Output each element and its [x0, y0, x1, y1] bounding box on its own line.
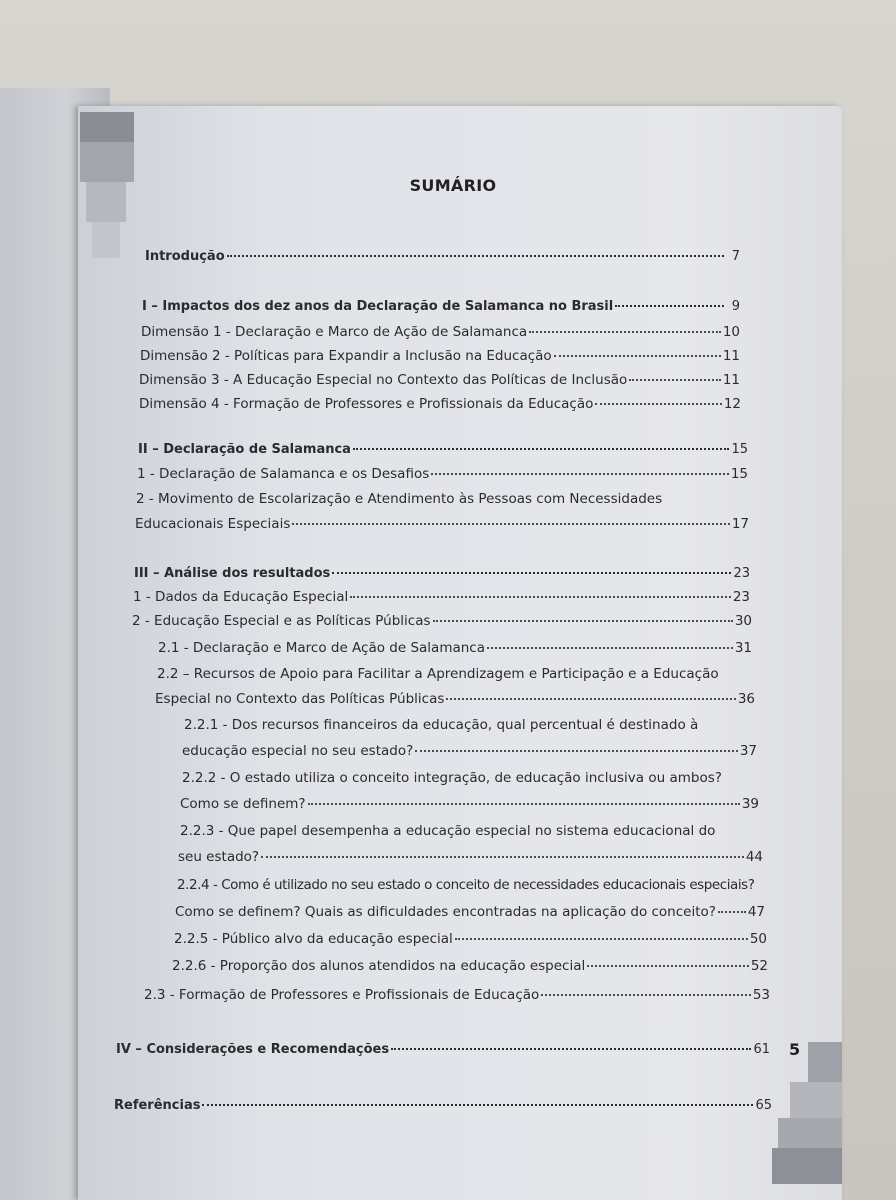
dot-leader [455, 938, 748, 940]
toc-entry-2-2-3-line1: 2.2.3 - Que papel desempenha a educação especial no sistema educacional do [180, 823, 716, 839]
toc-entry-2-2-1 [182, 742, 757, 760]
page-number: 5 [789, 1040, 801, 1059]
toc-entry-page: 10 [722, 324, 740, 340]
toc-entry-page: 31 [734, 640, 752, 656]
dot-leader [541, 994, 751, 996]
toc-entry-page: 52 [750, 958, 768, 974]
dot-leader [615, 305, 724, 307]
toc-entry-label: Como se definem? [180, 796, 306, 812]
toc-entry-2-2-4-line1: 2.2.4 - Como é utilizado no seu estado o conceito de necessidades educacionais especiais? [177, 877, 755, 893]
toc-entry-label: Especial no Contexto das Políticas Públicas [155, 691, 445, 707]
dot-leader [718, 911, 746, 913]
toc-entry-referencias [114, 1097, 772, 1115]
toc-entry-label: educação especial no seu estado? [182, 743, 414, 759]
toc-entry-label: 1 - Declaração de Salamanca e os Desafios [137, 466, 430, 482]
toc-entry-page: 50 [749, 931, 767, 947]
toc-entry-label: 2 - Educação Especial e as Políticas Públicas [132, 613, 431, 629]
toc-entry-label: II – Declaração de Salamanca [138, 442, 351, 457]
toc-entry-page: 23 [733, 566, 750, 581]
dot-leader [308, 803, 740, 805]
toc-entry-label: I – Impactos dos dez anos da Declaração de Salamanca no Brasil [142, 299, 614, 314]
toc-entry-page: 65 [755, 1098, 772, 1113]
toc-entry-label: 1 - Dados da Educação Especial [133, 589, 349, 605]
toc-entry-label: III – Análise dos resultados [134, 566, 331, 581]
toc-entry-2-2-5 [174, 930, 767, 948]
toc-entry-page: 17 [731, 516, 749, 532]
toc-entry-page: 11 [722, 348, 740, 364]
toc-entry-label: 2.3 - Formação de Professores e Profissionais de Educação [144, 987, 540, 1003]
toc-entry-2-2 [135, 515, 749, 533]
dot-leader [433, 620, 733, 622]
dot-leader [629, 379, 721, 381]
toc-entry-2-2-6 [172, 957, 768, 975]
dot-leader [227, 255, 724, 257]
toc-entry-2-2-2 [180, 795, 759, 813]
toc-entry-dimensao-4 [139, 395, 741, 413]
toc-entry-3-1 [133, 588, 750, 606]
toc-entry-page: 11 [722, 372, 740, 388]
page-title: SUMÁRIO [409, 176, 497, 195]
toc-entry-dimensao-1 [141, 323, 740, 341]
dot-leader [446, 698, 735, 700]
toc-entry-introducao [145, 248, 740, 266]
toc-entry-label: IV – Considerações e Recomendações [116, 1042, 390, 1057]
toc-entry-label: Educacionais Especiais [135, 516, 291, 532]
toc-entry-dimensao-2 [140, 347, 740, 365]
dot-leader [554, 355, 721, 357]
toc-entry-3-2-2-line1: 2.2 – Recursos de Apoio para Facilitar a Aprendizagem e Participação e a Educação [157, 666, 719, 682]
toc-entry-page: 47 [747, 904, 765, 920]
toc-entry-page: 15 [730, 466, 748, 482]
dot-leader [529, 331, 721, 333]
toc-entry-3-2 [132, 612, 752, 630]
toc-entry-page: 39 [741, 796, 759, 812]
dot-leader [595, 403, 721, 405]
toc-section-4 [116, 1041, 770, 1059]
toc-entry-page: 36 [737, 691, 755, 707]
toc-entry-3-2-1 [158, 639, 752, 657]
toc-entry-label: Dimensão 3 - A Educação Especial no Contexto das Políticas de Inclusão [139, 372, 628, 388]
dot-leader [202, 1104, 753, 1106]
toc-entry-label: 2.2.6 - Proporção dos alunos atendidos na educação especial [172, 958, 586, 974]
toc-entry-2-3 [144, 986, 770, 1004]
toc-entry-page: 7 [731, 249, 740, 264]
toc-entry-3-2-2 [155, 690, 755, 708]
dot-leader [415, 750, 738, 752]
toc-entry-dimensao-3 [139, 371, 740, 389]
toc-entry-label: Introdução [145, 249, 225, 264]
dot-leader [261, 856, 744, 858]
dot-leader [350, 596, 731, 598]
dot-leader [353, 448, 730, 450]
toc-section-1 [142, 298, 740, 316]
toc-entry-2-2-3 [178, 848, 763, 866]
toc-entry-label: 2.2.5 - Público alvo da educação especial [174, 931, 453, 947]
toc-entry-label: Referências [114, 1098, 201, 1113]
dot-leader [391, 1048, 751, 1050]
toc-entry-page: 23 [732, 589, 750, 605]
toc-entry-2-2-1-line1: 2.2.1 - Dos recursos financeiros da educação, qual percentual é destinado à [184, 717, 699, 733]
toc-entry-page: 37 [739, 743, 757, 759]
toc-entry-page: 30 [734, 613, 752, 629]
toc-entry-2-2-2-line1: 2.2.2 - O estado utiliza o conceito integração, de educação inclusiva ou ambos? [182, 770, 722, 786]
toc-entry-page: 15 [731, 442, 748, 457]
toc-entry-page: 12 [723, 396, 741, 412]
toc-entry-2-1 [137, 465, 748, 483]
toc-entry-page: 9 [731, 299, 740, 314]
toc-entry-label: Dimensão 2 - Políticas para Expandir a Inclusão na Educação [140, 348, 552, 364]
toc-section-3 [134, 565, 750, 583]
toc-section-2 [138, 441, 748, 459]
toc-entry-page: 53 [752, 987, 770, 1003]
toc-entry-label: seu estado? [178, 849, 260, 865]
dot-leader [332, 572, 731, 574]
toc-entry-page: 61 [753, 1042, 770, 1057]
dot-leader [292, 523, 729, 525]
toc-entry-2-2-4 [175, 903, 765, 921]
toc-entry-label: Dimensão 1 - Declaração e Marco de Ação de Salamanca [141, 324, 528, 340]
toc-entry-label: 2.1 - Declaração e Marco de Ação de Salamanca [158, 640, 485, 656]
dot-leader [431, 473, 729, 475]
toc-entry-label: Dimensão 4 - Formação de Professores e Profissionais da Educação [139, 396, 594, 412]
toc-entry-label: Como se definem? Quais as dificuldades encontradas na aplicação do conceito? [175, 904, 716, 920]
toc-entry-2-2-line1: 2 - Movimento de Escolarização e Atendimento às Pessoas com Necessidades [136, 491, 663, 507]
toc-entry-page: 44 [745, 849, 763, 865]
dot-leader [587, 965, 749, 967]
dot-leader [487, 647, 733, 649]
